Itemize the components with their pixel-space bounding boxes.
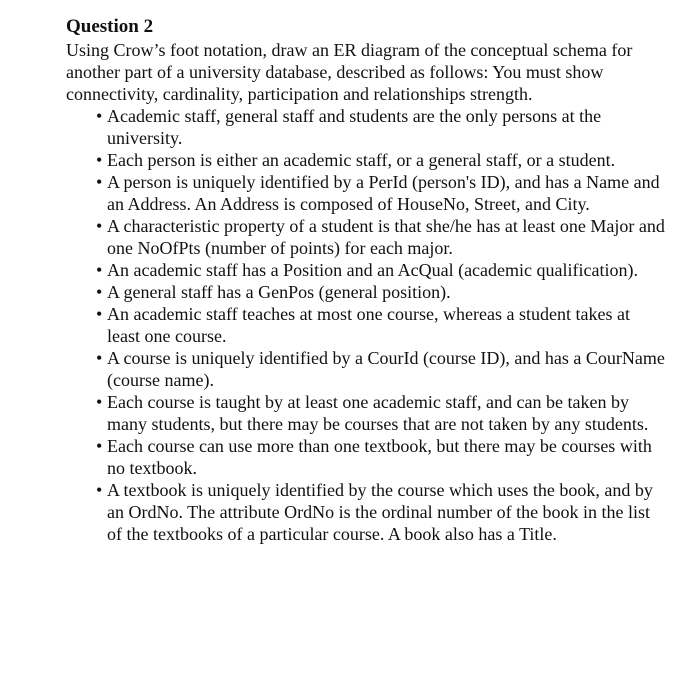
bullet-icon: • <box>96 150 103 170</box>
list-item-text: An academic staff teaches at most one course, whereas a student takes at least one course. <box>107 304 630 346</box>
list-item <box>66 105 666 149</box>
list-item <box>66 303 666 347</box>
list-item-text: A characteristic property of a student is that she/he has at least one Major and one NoOfPts (number of points) for each major. <box>107 216 665 258</box>
list-item-text: Each course is taught by at least one academic staff, and can be taken by many students, but there may be courses that are not taken by any students. <box>107 392 649 434</box>
bullet-icon: • <box>96 172 103 192</box>
list-item-text: Each course can use more than one textbook, but there may be courses with no textbook. <box>107 436 652 478</box>
requirements-list <box>66 105 666 545</box>
list-item <box>66 347 666 391</box>
bullet-icon: • <box>96 304 103 324</box>
question-intro: Using Crow’s foot notation, draw an ER diagram of the conceptual schema for another part of a university database, described as follows: You must show connectivity, cardinality, participation and relationships strength. <box>66 40 633 104</box>
list-item <box>66 435 666 479</box>
list-item-text: Academic staff, general staff and students are the only persons at the university. <box>107 106 602 148</box>
bullet-icon: • <box>96 260 103 280</box>
list-item <box>66 149 666 171</box>
list-item-text: A person is uniquely identified by a PerId (person's ID), and has a Name and an Address. An Address is composed of HouseNo, Street, and City. <box>107 172 660 214</box>
question-title: Question 2 <box>66 16 154 37</box>
bullet-icon: • <box>96 348 103 368</box>
list-item-text: A course is uniquely identified by a CourId (course ID), and has a CourName (course name). <box>107 348 665 390</box>
list-item <box>66 281 666 303</box>
list-item-text: A general staff has a GenPos (general position). <box>107 282 451 302</box>
bullet-icon: • <box>96 282 103 302</box>
bullet-icon: • <box>96 106 103 126</box>
list-item <box>66 479 666 545</box>
bullet-icon: • <box>96 392 103 412</box>
list-item-text: A textbook is uniquely identified by the course which uses the book, and by an OrdNo. The attribute OrdNo is the ordinal number of the book in the list of the textbooks of a particular course. A book also has a Title. <box>107 480 653 544</box>
list-item <box>66 259 666 281</box>
question-document <box>66 16 666 545</box>
list-item <box>66 215 666 259</box>
list-item-text: An academic staff has a Position and an AcQual (academic qualification). <box>107 260 638 280</box>
bullet-icon: • <box>96 216 103 236</box>
list-item <box>66 171 666 215</box>
list-item <box>66 391 666 435</box>
bullet-icon: • <box>96 436 103 456</box>
list-item-text: Each person is either an academic staff, or a general staff, or a student. <box>107 150 616 170</box>
bullet-icon: • <box>96 480 103 500</box>
